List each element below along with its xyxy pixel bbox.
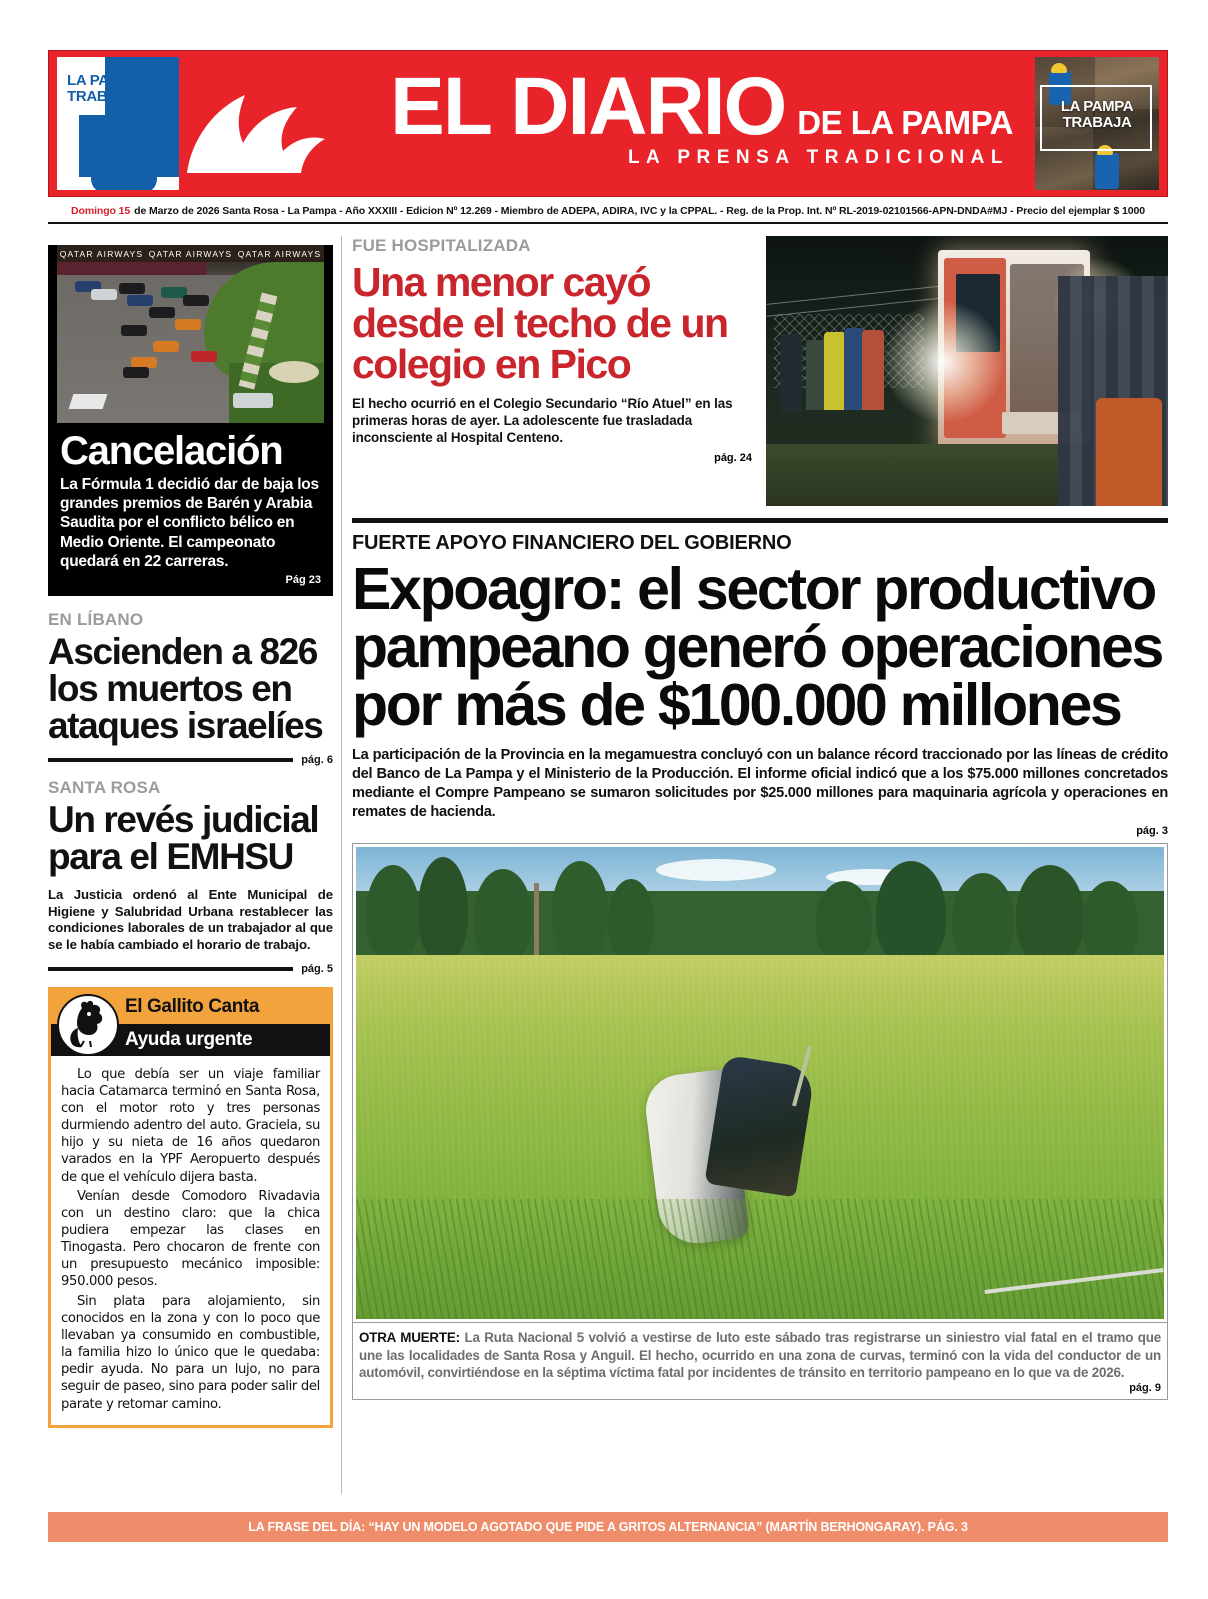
logo-shape-3: [91, 169, 157, 190]
photo-car: [91, 289, 117, 300]
photo-tree: [474, 869, 532, 963]
photo-tree: [608, 879, 654, 961]
masthead-promo-photo: [1035, 57, 1159, 190]
photo-sand-trap: [269, 361, 319, 383]
caption-page-ref[interactable]: pág. 9: [1129, 1382, 1161, 1395]
photo-tree: [816, 881, 872, 963]
story-libano[interactable]: [48, 610, 333, 766]
ambulance-night-photo: [766, 236, 1168, 506]
banner-text-3: QATAR AIRWAYS: [237, 248, 322, 259]
lead-kicker: FUERTE APOYO FINANCIERO DEL GOBIERNO: [352, 532, 792, 554]
photo-helmet-1: [1051, 63, 1067, 73]
column-gallito-canta[interactable]: [48, 987, 333, 1428]
masthead-title-suffix: DE LA PAMPA: [797, 103, 1013, 141]
top-story-body: El hecho ocurrió en el Colegio Secundario “Río Atuel” en las primeras horas de ayer. La adolescente fue trasladada inconsciente al Hospital Centeno.: [352, 396, 733, 446]
crash-photo-frame: [352, 843, 1168, 1323]
masthead-tagline: LA PRENSA TRADICIONAL: [627, 147, 1009, 169]
libano-headline: Ascienden a 826 los muertos en ataques israelíes: [48, 631, 323, 747]
photo-car: [127, 295, 153, 306]
masthead-bird-icon: [179, 51, 369, 196]
photo-tree: [952, 873, 1014, 965]
lapampa-trabaja-logo: [57, 57, 179, 190]
logo-text-line1: LA PAMPA: [67, 72, 141, 89]
story-emhsu[interactable]: [48, 778, 333, 975]
banner-text: QATAR AIRWAYS: [59, 248, 144, 259]
left-column: [48, 236, 333, 1428]
top-story-headline: Una menor cayó desde el techo de un colegio en Pico: [352, 259, 728, 387]
photo-bystander: [844, 328, 864, 410]
crash-photo-caption: [352, 1323, 1168, 1400]
formula1-photo: [57, 245, 324, 423]
libano-kicker: EN LÍBANO: [48, 610, 144, 630]
photo-car: [153, 341, 179, 352]
masthead-title-block: [369, 51, 1035, 196]
photo-car: [191, 351, 217, 362]
dateline-date: Domingo 15: [71, 205, 131, 217]
banner-text-2: QATAR AIRWAYS: [148, 248, 233, 259]
dateline: [48, 200, 1168, 224]
logo-text: [67, 73, 140, 105]
column-divider: [341, 236, 342, 1494]
photo-tree: [876, 861, 946, 965]
lead-page-ref[interactable]: pág. 3: [1136, 825, 1168, 838]
photo-car: [149, 307, 175, 318]
photo-car-leader: [233, 393, 273, 408]
photo-foreground-grass: [356, 1199, 1164, 1319]
promo-label-line2: TRABAJA: [1062, 113, 1132, 131]
emhsu-body: La Justicia ordenó al Ente Municipal de Higiene y Salubridad Urbana restablecer las condiciones laborales de un trabajador al que se le había cambiado el horario de trabajo.: [48, 887, 333, 952]
photo-foreground-person: [1096, 398, 1162, 506]
masthead: [48, 50, 1168, 197]
lead-body: La participación de la Provincia en la megamuestra concluyó con un balance récord traccionado por las líneas de crédito del Banco de La Pampa y el Ministerio de la Producción. El informe oficial indicó que a los $75.000 millones concretados mediante el Compre Pampeano se sumaron solicitudes por $25.000 millones para maquinaria agrícola y operaciones en remates de hacienda.: [352, 747, 1168, 821]
formula1-headline: Cancelación: [60, 429, 283, 473]
story-expoagro[interactable]: [352, 532, 1168, 837]
trackside-banner: [57, 245, 324, 262]
crash-photo: [356, 847, 1164, 1319]
quote-of-the-day-text: LA FRASE DEL DÍA: “HAY UN MODELO AGOTADO QUE PIDE A GRITOS ALTERNANCIA” (MARTÍN BERHONGARAY). PÁG. 3: [248, 1520, 968, 1534]
logo-shape-2: [79, 115, 179, 177]
photo-wire-1: [766, 284, 955, 305]
dateline-info: de Marzo de 2026 Santa Rosa - La Pampa - Año XXXIII - Edicion Nº 12.269 - Miembro de ADEPA, ADIRA, IVC y la CPPAL. - Reg. de la Prop. Int. Nº RL-2019-02101566-APN-DNDA#MJ - Precio del ejemplar $ 1000: [134, 205, 1145, 217]
photo-light-flare-1: [884, 302, 1004, 422]
photo-tree: [1082, 881, 1138, 965]
main-column: [352, 236, 1168, 1400]
photo-bystander: [824, 332, 846, 410]
caption-text: [359, 1329, 1161, 1381]
top-story-kicker: FUE HOSPITALIZADA: [352, 236, 531, 255]
masthead-title: EL DIARIO: [390, 60, 786, 152]
formula1-page-ref[interactable]: Pág 23: [285, 574, 321, 587]
top-story-text: [352, 236, 752, 506]
caption-lead-in: OTRA MUERTE:: [359, 1330, 460, 1346]
lead-headline: Expoagro: el sector productivo pampeano generó operaciones por más de $100.000 millones: [352, 556, 1163, 739]
photo-tree: [552, 861, 608, 961]
story-formula1[interactable]: [48, 245, 333, 596]
gallito-paragraph: Sin plata para alojamiento, sin conocidos en la zona y con lo poco que llevaban ya consumido en combustible, la familia hizo lo único que le quedaba: pedir ayuda. No para un lujo, no para seguir de paseo, sino para poder salir del parate y retomar camino.: [61, 1293, 320, 1412]
section-rule: [48, 758, 293, 762]
emhsu-headline: Un revés judicial para el EMHSU: [48, 799, 319, 878]
photo-car: [121, 325, 147, 336]
photo-tree: [418, 857, 468, 961]
photo-tree: [366, 865, 420, 961]
logo-text-line2: TRABAJA: [67, 87, 137, 105]
quote-of-the-day-bar[interactable]: [48, 1512, 1168, 1542]
gallito-subtitle: Ayuda urgente: [125, 1028, 253, 1050]
formula1-body: La Fórmula 1 decidió dar de baja los grandes premios de Barén y Arabia Saudita por el conflicto bélico en Medio Oriente. El campeonato quedará en 22 carreras.: [60, 476, 319, 570]
photo-tree: [1016, 865, 1084, 965]
photo-bystander: [862, 330, 884, 410]
gallito-paragraph: Venían desde Comodoro Rivadavia con un destino claro: que la chica pudiera empezar las clases en Tinogasta. Pero chocaron de frente con un presupuesto mecánico imposible: 950.000 pesos.: [61, 1188, 320, 1290]
photo-car: [119, 283, 145, 294]
photo-bystander: [806, 340, 826, 410]
emhsu-page-ref[interactable]: pág. 5: [301, 962, 333, 975]
photo-worker-2: [1095, 153, 1119, 189]
caption-body: La Ruta Nacional 5 volvió a vestirse de luto este sábado tras registrarse un siniestro vial fatal en el tramo que une las localidades de Santa Rosa y Anguil. El hecho, ocurrido en una zona de curvas, terminó con la vida del conductor de un automóvil, convirtiéndose en la séptima víctima fatal por incidentes de tránsito en territorio pampeano en lo que va de 2026.: [359, 1330, 1161, 1381]
libano-page-ref[interactable]: pág. 6: [301, 754, 333, 767]
section-divider: [352, 518, 1168, 523]
rooster-icon: [57, 994, 119, 1056]
promo-label-line1: LA PAMPA: [1060, 98, 1134, 115]
story-menor-colegio[interactable]: [352, 236, 1168, 506]
gallito-title: El Gallito Canta: [125, 995, 260, 1017]
gallito-paragraph: Lo que debía ser un viaje familiar hacia Catamarca terminó en Santa Rosa, con el motor roto y tres personas durmiendo adentro del auto. Graciela, su hijo y su nieta de 16 años quedaron varados en la YPF Aeropuerto después de que el vehículo dijera basta.: [61, 1066, 320, 1185]
section-rule: [48, 967, 293, 971]
promo-photo-label: [1041, 99, 1153, 131]
photo-marker: [69, 394, 108, 409]
photo-car: [123, 367, 149, 378]
photo-bystander: [780, 334, 802, 412]
photo-car: [183, 295, 209, 306]
gallito-body: [51, 1056, 330, 1425]
top-story-page-ref[interactable]: pág. 24: [714, 452, 752, 465]
emhsu-kicker: SANTA ROSA: [48, 778, 161, 798]
photo-car: [175, 319, 201, 330]
